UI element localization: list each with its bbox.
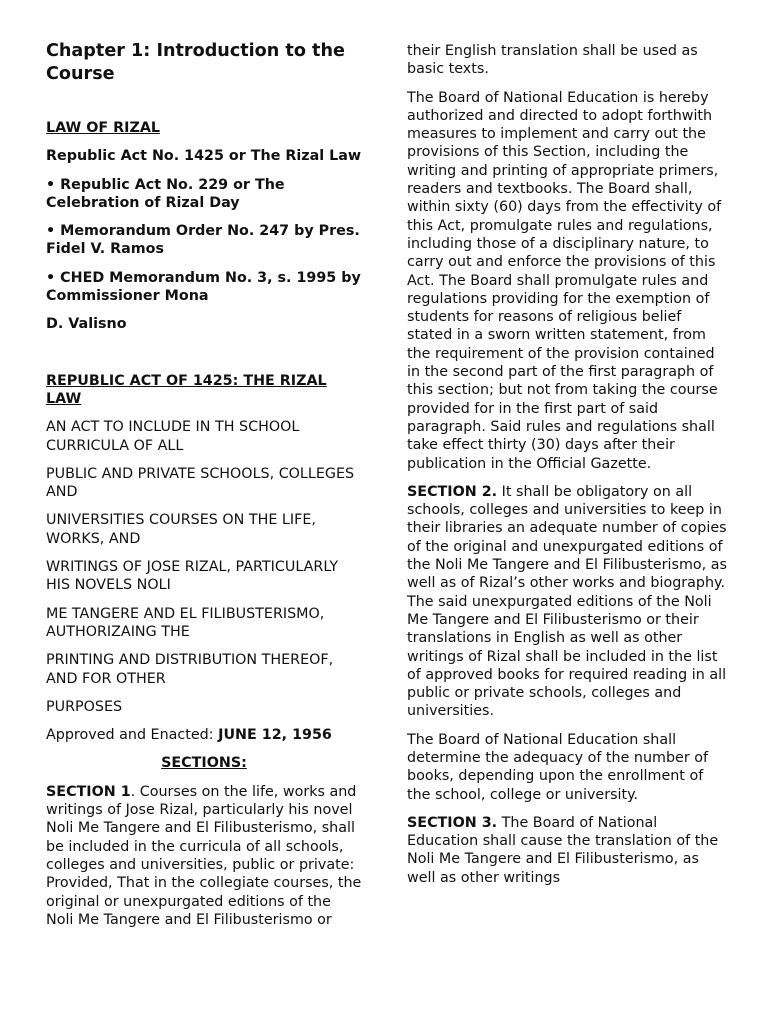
section-2-text: It shall be obligatory on all schools, colleges and universities to keep in their libraries an adequate number of copies of the original and unexpurgated editions of the Noli Me Tangere and El Filibusterismo, as well as of Rizal’s other works and biography. The said unexpurgated editions of the Noli Me Tangere and El Filibusterismo or their translations in English as well as other writings of Rizal shall be included in the list of approved books for required reading in all public or private schools, colleges and universities. <box>407 483 727 720</box>
act-line: PRINTING AND DISTRIBUTION THEREOF, AND FOR OTHER <box>46 652 334 687</box>
act-line: AN ACT TO INCLUDE IN TH SCHOOL CURRICULA OF ALL <box>46 419 300 454</box>
section-2-label: SECTION 2. <box>407 483 498 500</box>
act-line: UNIVERSITIES COURSES ON THE LIFE, WORKS, AND <box>46 512 316 547</box>
act-line: PUBLIC AND PRIVATE SCHOOLS, COLLEGES AND <box>46 465 355 501</box>
section-3-text: The Board of National Education shall cause the translation of the Noli Me Tangere and El Filibusterismo, as well as other writings <box>407 814 719 886</box>
law-item: • CHED Memorandum No. 3, s. 1995 by Commissioner Mona <box>46 269 361 305</box>
act-line: PURPOSES <box>46 698 123 715</box>
right-column <box>407 42 727 897</box>
board-paragraph: The Board of National Education is hereby authorized and directed to adopt forthwith measures to implement and carry out the provisions of this Section, including the writing and printing of appropriate primers, readers and textbooks. The Board shall, within sixty (60) days from the effectivity of this Act, promulgate rules and regulations, including those of a disciplinary nature, to carry out and enforce the provisions of this Act. The Board shall promulgate rules and regulations providing for the exemption of students for reasons of religious belief stated in a sworn written statement, from the requirement of the provision contained in the second part of the first paragraph of this section; but not from taking the course provided for in the first part of said paragraph. Said rules and regulations shall take effect thirty (30) days after their publication in the Official Gazette. <box>407 89 722 472</box>
left-column <box>46 40 362 939</box>
approved-label: Approved and Enacted: <box>46 727 219 744</box>
sections-heading: SECTIONS: <box>161 755 247 772</box>
section-3-paragraph <box>407 814 727 887</box>
section-3-label: SECTION 3. <box>407 814 498 831</box>
ra-heading: REPUBLIC ACT OF 1425: THE RIZAL LAW <box>46 372 327 407</box>
section-1-paragraph <box>46 783 362 929</box>
law-item: Republic Act No. 1425 or The Rizal Law <box>46 148 362 165</box>
approved-line <box>46 726 362 744</box>
law-item: • Republic Act No. 229 or The Celebration of Rizal Day <box>46 176 285 211</box>
chapter-title: Chapter 1: Introduction to the Course <box>46 41 345 84</box>
law-heading: LAW OF RIZAL <box>46 120 161 136</box>
adequacy-paragraph: The Board of National Education shall determine the adequacy of the number of books, depending upon the enrollment of the school, college or university. <box>407 731 709 803</box>
law-item: D. Valisno <box>46 316 127 333</box>
section-1-label: SECTION 1 <box>46 783 131 800</box>
continuation-paragraph: their English translation shall be used as basic texts. <box>407 43 698 78</box>
act-line: ME TANGERE AND EL FILIBUSTERISMO, AUTHORIZAING THE <box>46 605 325 640</box>
section-2-paragraph <box>407 483 727 721</box>
law-item: • Memorandum Order No. 247 by Pres. Fidel V. Ramos <box>46 223 360 258</box>
approved-date: JUNE 12, 1956 <box>218 727 332 744</box>
section-1-text: . Courses on the life, works and writings of Jose Rizal, particularly his novel Noli Me Tangere and El Filibusterismo, shall be included in the curricula of all schools, colleges and universities, public or private: Provided, That in the collegiate courses, the original or unexpurgated editions of the Noli Me Tangere and El Filibusterismo or <box>46 783 362 928</box>
act-line: WRITINGS OF JOSE RIZAL, PARTICULARLY HIS NOVELS NOLI <box>46 559 339 594</box>
